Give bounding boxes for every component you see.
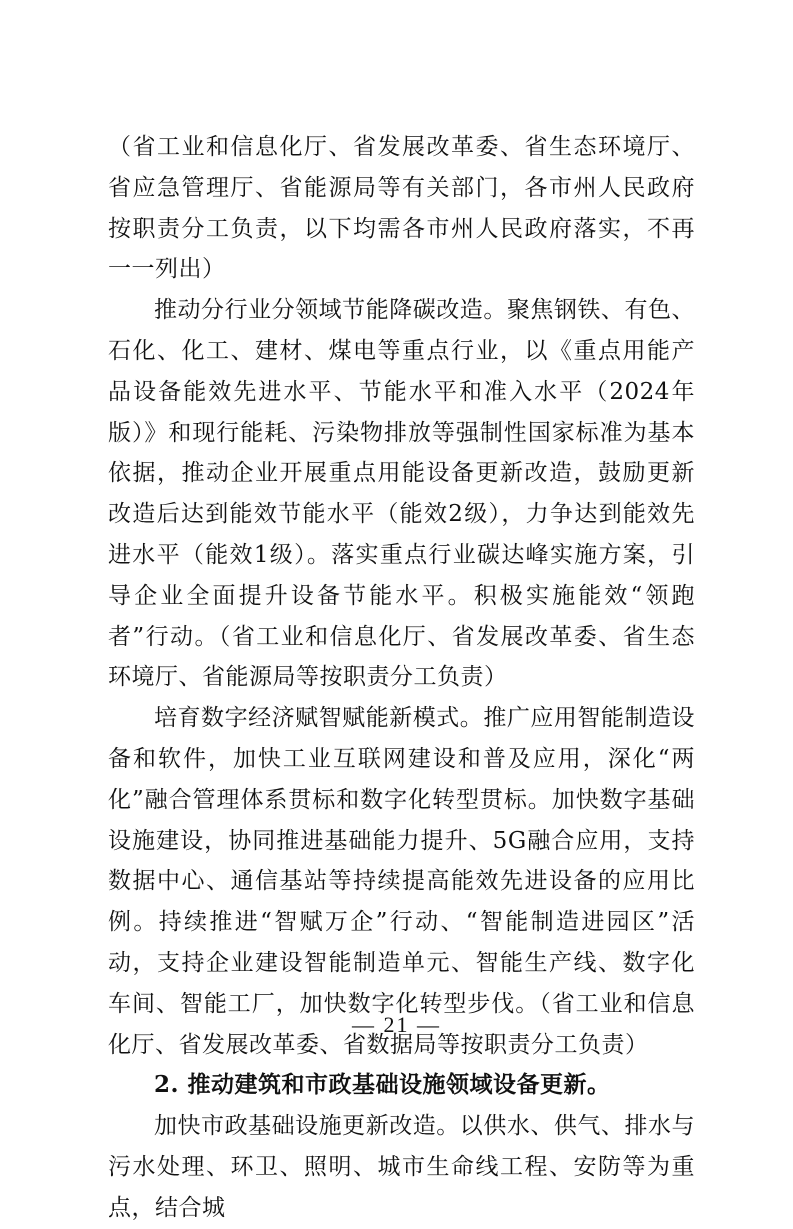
paragraph-municipal-infrastructure: 加快市政基础设施更新改造。以供水、供气、排水与污水处理、环卫、照明、城市生命线工程、安防等为重点，结合城 <box>108 1113 695 1221</box>
document-body <box>108 127 695 1229</box>
paragraph-digital-economy: 培育数字经济赋智赋能新模式。推广应用智能制造设备和软件，加快工业互联网建设和普及应用，深化“两化”融合管理体系贯标和数字化转型贯标。加快数字基础设施建设，协同推进基础能力提升、5G融合应用，支持数据中心、通信基站等持续提高能效先进设备的应用比例。持续推进“智赋万企”行动、“智能制造进园区”活动，支持企业建设智能制造单元、智能生产线、数字化车间、智能工厂，加快数字化转型步伐。（省工业和信息化厅、省发展改革委、省数据局等按职责分工负责） <box>108 705 695 1058</box>
paragraph-energy-saving-retrofit: 推动分行业分领域节能降碳改造。聚焦钢铁、有色、石化、化工、建材、煤电等重点行业，以《重点用能产品设备能效先进水平、节能水平和准入水平（2024年版）》和现行能耗、污染物排放等强制性国家标准为基本依据，推动企业开展重点用能设备更新改造，鼓励更新改造后达到能效节能水平（能效2级），力争达到能效先进水平（能效1级）。落实重点行业碳达峰实施方案，引导企业全面提升设备节能水平。积极实施能效“领跑者”行动。（省工业和信息化厅、省发展改革委、省生态环境厅、省能源局等按职责分工负责） <box>108 297 695 691</box>
page-number: — 21 — <box>352 1012 441 1037</box>
section-heading: 2. 推动建筑和市政基础设施领域设备更新。 <box>154 1071 611 1099</box>
paragraph-responsibility-note: （省工业和信息化厅、省发展改革委、省生态环境厅、省应急管理厅、省能源局等有关部门，各市州人民政府按职责分工负责，以下均需各市州人民政府落实，不再一一列出） <box>108 134 695 283</box>
